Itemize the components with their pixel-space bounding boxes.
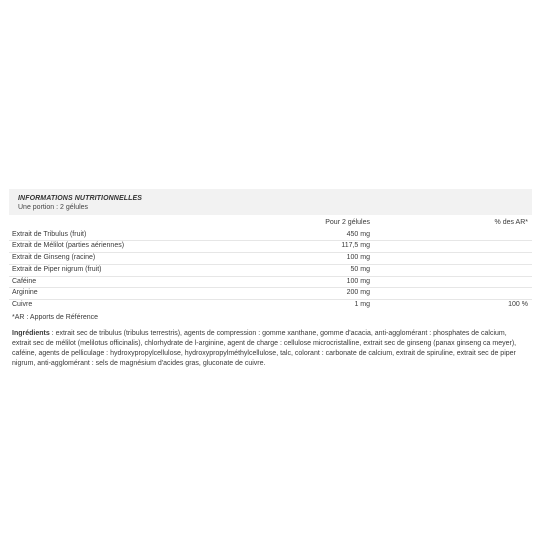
row-ar	[370, 276, 532, 288]
row-name: Extrait de Mélilot (parties aériennes)	[9, 241, 292, 253]
row-qty: 450 mg	[292, 230, 370, 241]
nutrition-title: INFORMATIONS NUTRITIONNELLES	[18, 195, 142, 202]
ar-footnote: *AR : Apports de Référence	[12, 313, 98, 321]
table-row	[9, 276, 532, 288]
column-qty-header: Pour 2 gélules	[325, 219, 370, 226]
ingredients-label: Ingrédients	[12, 329, 50, 337]
row-qty: 100 mg	[292, 253, 370, 265]
row-qty: 200 mg	[292, 288, 370, 300]
table-row	[9, 241, 532, 253]
row-ar	[370, 241, 532, 253]
row-name: Caféine	[9, 276, 292, 288]
row-ar	[370, 253, 532, 265]
table-header-row	[9, 218, 532, 230]
row-ar	[370, 264, 532, 276]
nutrition-panel	[9, 189, 532, 369]
row-ar	[370, 288, 532, 300]
row-name: Extrait de Tribulus (fruit)	[9, 230, 292, 241]
row-ar	[370, 230, 532, 241]
row-qty: 100 mg	[292, 276, 370, 288]
table-row	[9, 230, 532, 241]
row-name: Extrait de Piper nigrum (fruit)	[9, 264, 292, 276]
ingredients-text: : extrait sec de tribulus (tribulus terrestris), agents de compression : gomme xanthane, gomme d'acacia, anti-agglomérant : phosphates de calcium, extrait sec de mélilot (melilotus officinalis), chlorhydrate de l-arginine, agent de charge : cellulose microcristalline, extrait sec de ginseng (panax ginseng ca meyer), caféine, agents de pelliculage : hydroxypropylcellulose, hydroxypropylméthylcellulose, talc, colorant : carbonate de calcium, extrait de spiruline, extrait sec de piper nigrum, anti-agglomérant : sels de magnésium d'acides gras, gluconate de cuivre.	[12, 329, 517, 367]
column-name-header	[9, 218, 292, 230]
row-qty: 1 mg	[354, 300, 370, 308]
row-qty: 117,5 mg	[292, 241, 370, 253]
table-row	[9, 288, 532, 300]
column-ar-header: % des AR*	[494, 219, 528, 226]
nutrition-table	[9, 218, 532, 311]
table-row	[9, 253, 532, 265]
row-name: Extrait de Ginseng (racine)	[9, 253, 292, 265]
row-qty: 50 mg	[292, 264, 370, 276]
ingredients-paragraph	[9, 329, 527, 369]
table-row	[9, 264, 532, 276]
portion-text: Une portion : 2 gélules	[18, 204, 89, 211]
row-name: Arginine	[9, 288, 292, 300]
table-row	[9, 299, 532, 310]
row-ar: 100 %	[508, 300, 528, 308]
nutrition-header	[9, 189, 532, 215]
row-name: Cuivre	[12, 300, 33, 308]
